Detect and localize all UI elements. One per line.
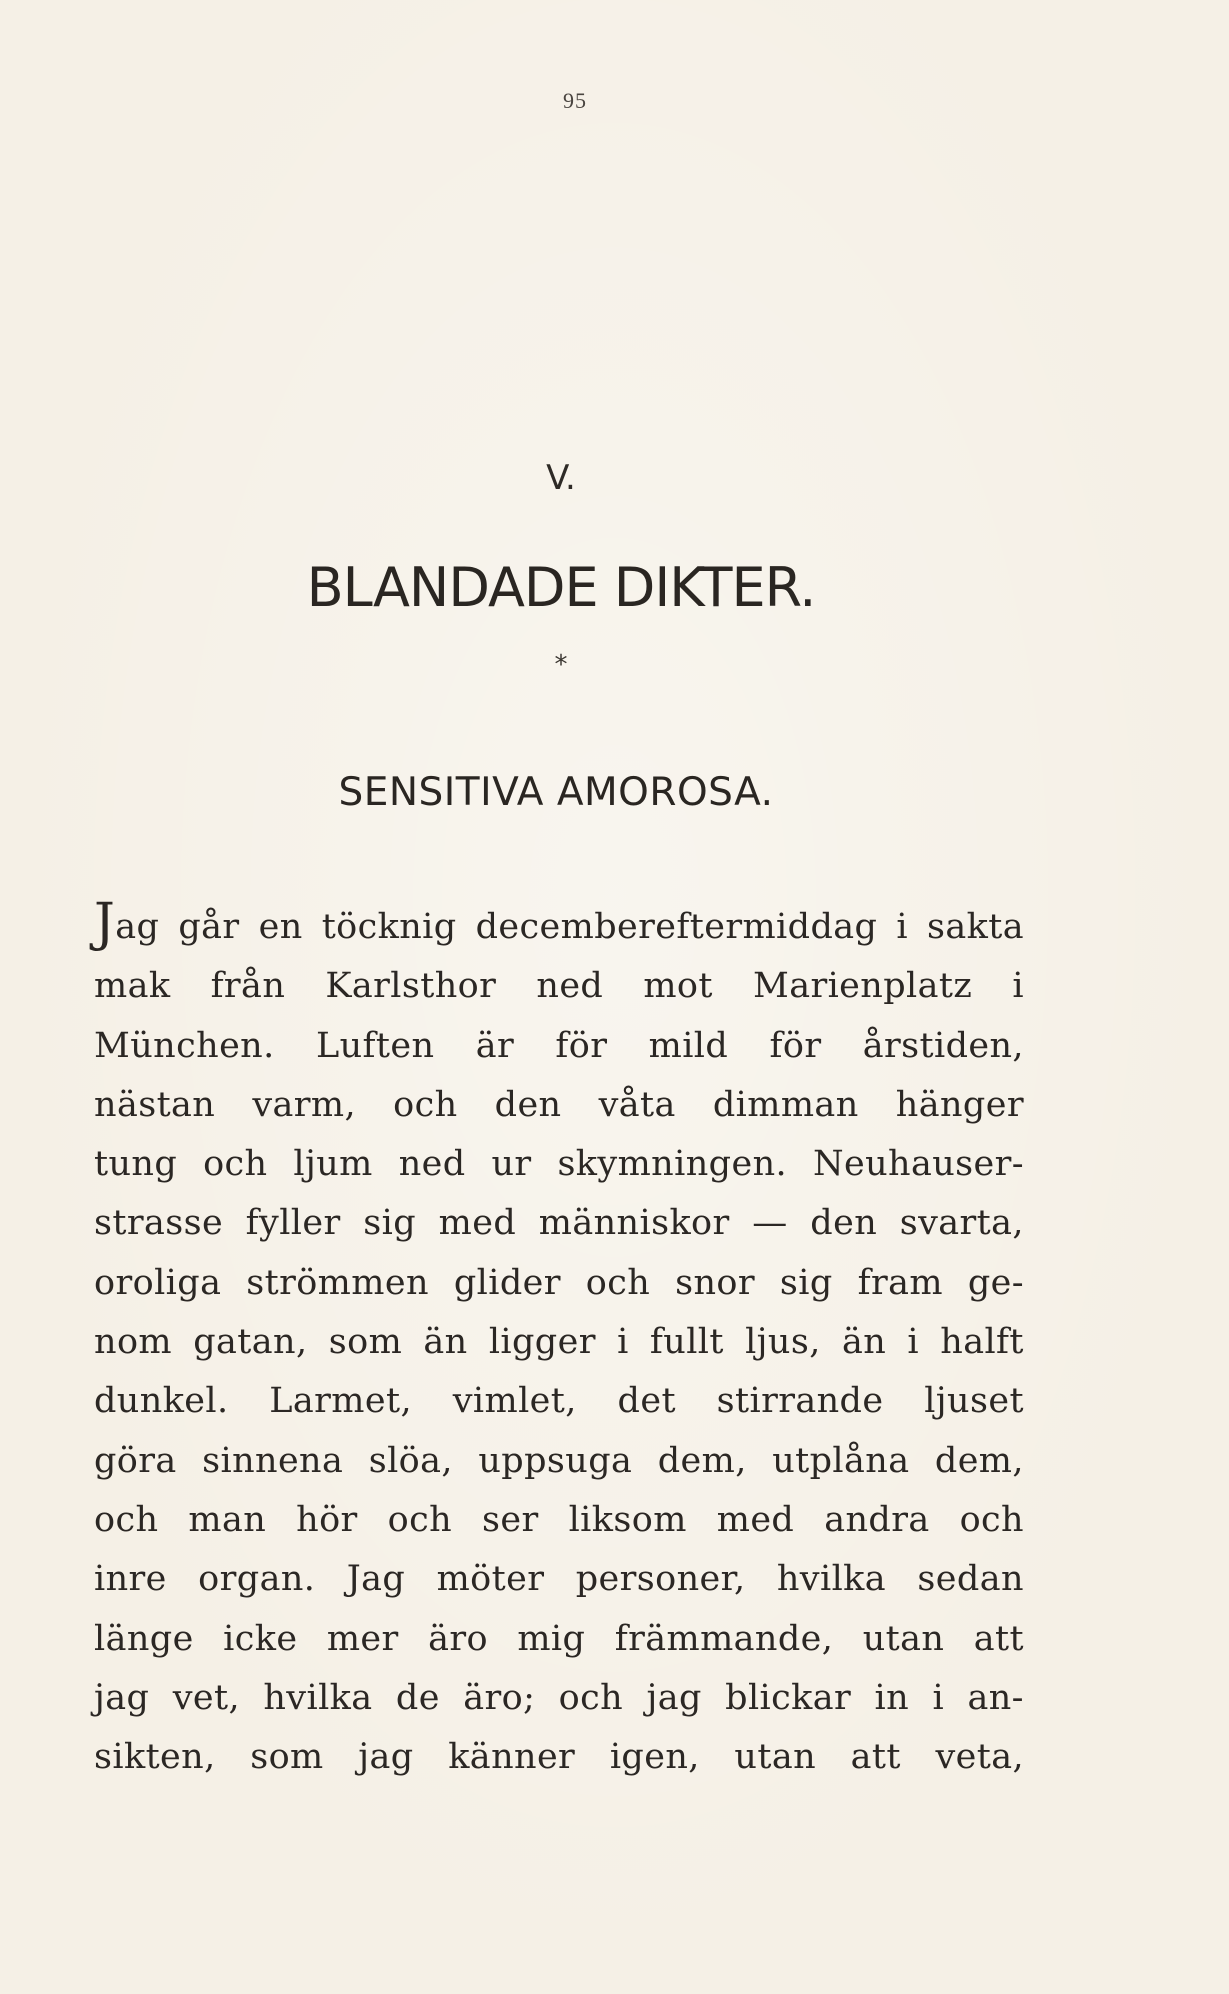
word: det: [617, 1381, 676, 1422]
word: ljus,: [745, 1322, 821, 1363]
word: i: [932, 1677, 945, 1718]
word: i: [617, 1322, 629, 1363]
initial-letter: J: [94, 893, 116, 953]
word: utan: [862, 1618, 945, 1659]
word: mot: [643, 966, 713, 1007]
text-line: [94, 1728, 1024, 1787]
word: —: [752, 1203, 788, 1244]
word: Marienplatz: [752, 966, 973, 1007]
word: ser: [482, 1499, 539, 1540]
word: och: [393, 1084, 458, 1125]
word: skymningen.: [557, 1144, 788, 1185]
word: mak: [94, 966, 171, 1007]
word: hänger: [895, 1084, 1024, 1125]
word: mig: [517, 1618, 586, 1659]
word: årstiden,: [862, 1025, 1024, 1066]
word: och: [203, 1144, 268, 1185]
word: Luften: [315, 1025, 435, 1066]
word: sikten,: [94, 1737, 216, 1778]
word: i: [1012, 966, 1024, 1007]
word: och: [959, 1499, 1024, 1540]
word: jag: [646, 1677, 702, 1718]
word: jag: [358, 1737, 414, 1778]
word: i: [896, 907, 908, 947]
word: än: [841, 1322, 887, 1363]
word: ned: [398, 1144, 466, 1185]
word: Karlsthor: [325, 966, 497, 1007]
word: fram: [857, 1262, 943, 1303]
word: slöa,: [368, 1440, 453, 1481]
word: nästan: [94, 1084, 216, 1125]
text-line: [94, 1135, 1024, 1194]
word: den: [494, 1084, 562, 1125]
word: ned: [536, 966, 604, 1007]
word: man: [188, 1499, 267, 1540]
word: ligger: [488, 1322, 596, 1363]
text-line: [94, 957, 1024, 1016]
word: liksom: [568, 1499, 687, 1540]
word: icke: [223, 1618, 298, 1659]
word: än: [423, 1322, 468, 1363]
word: fyller: [245, 1203, 341, 1244]
word: strömmen: [246, 1262, 429, 1303]
word: töcknig: [321, 907, 457, 947]
word: gatan,: [193, 1322, 308, 1363]
word: sakta: [927, 907, 1024, 947]
word: veta,: [935, 1737, 1024, 1778]
word: organ.: [198, 1559, 316, 1600]
text-line: [94, 1491, 1024, 1550]
word: tung: [94, 1144, 178, 1185]
word: hör: [296, 1499, 358, 1540]
word: stirrande: [716, 1381, 884, 1422]
word: vimlet,: [452, 1381, 577, 1422]
word: vet,: [172, 1677, 240, 1718]
word: utan: [734, 1737, 817, 1778]
asterisk-ornament: *: [554, 650, 568, 680]
word: uppsuga: [478, 1440, 633, 1481]
word: ag: [115, 907, 160, 947]
word: Jag: [346, 1559, 406, 1600]
first-word: [94, 893, 160, 957]
word: göra: [94, 1440, 177, 1481]
word: ur: [491, 1144, 532, 1185]
word: svarta,: [899, 1203, 1024, 1244]
word: Larmet,: [269, 1381, 412, 1422]
word: dem,: [934, 1440, 1024, 1481]
word: som: [328, 1322, 403, 1363]
word: utplåna: [772, 1440, 910, 1481]
word: mild: [648, 1025, 729, 1066]
word: att: [973, 1618, 1024, 1659]
word: strasse: [94, 1203, 224, 1244]
word: blickar: [725, 1677, 852, 1718]
text-line: [94, 893, 1024, 957]
word: känner: [448, 1737, 576, 1778]
word: ljuset: [924, 1381, 1024, 1422]
word: en: [258, 907, 303, 947]
word: decembereftermiddag: [475, 907, 878, 947]
word: att: [850, 1737, 901, 1778]
word: glider: [453, 1262, 561, 1303]
section-number: V.: [546, 458, 576, 498]
word: dunkel.: [94, 1381, 229, 1422]
word: möter: [436, 1559, 545, 1600]
word: går: [178, 907, 240, 947]
text-line: [94, 1194, 1024, 1253]
word: med: [716, 1499, 795, 1540]
word: mer: [326, 1618, 399, 1659]
word: sinnena: [202, 1440, 344, 1481]
word: sedan: [917, 1559, 1024, 1600]
text-line: [94, 1313, 1024, 1372]
word: är: [475, 1025, 515, 1066]
text-line: [94, 1550, 1024, 1609]
word: Neuhauser-: [812, 1144, 1024, 1185]
word: dimman: [712, 1084, 859, 1125]
word: för: [555, 1025, 608, 1066]
word: dem,: [657, 1440, 747, 1481]
word: igen,: [609, 1737, 700, 1778]
word: de: [395, 1677, 440, 1718]
word: nom: [94, 1322, 173, 1363]
word: sig: [363, 1203, 417, 1244]
text-line: [94, 1372, 1024, 1431]
word: den: [810, 1203, 878, 1244]
word: ge-: [967, 1262, 1024, 1303]
word: och: [558, 1677, 624, 1718]
text-line: [94, 1669, 1024, 1728]
word: äro: [428, 1618, 488, 1659]
body-text: [94, 893, 1024, 1787]
text-line: [94, 1254, 1024, 1313]
word: och: [387, 1499, 453, 1540]
word: för: [769, 1025, 822, 1066]
text-line: [94, 1076, 1024, 1135]
section-title: BLANDADE DIKTER.: [306, 556, 816, 619]
page-number: 95: [563, 88, 587, 113]
word: våta: [598, 1084, 676, 1125]
word: och: [94, 1499, 159, 1540]
word: som: [250, 1737, 324, 1778]
word: äro;: [463, 1677, 536, 1718]
word: främmande,: [614, 1618, 834, 1659]
word: in: [874, 1677, 910, 1718]
text-line: [94, 1610, 1024, 1669]
word: från: [210, 966, 286, 1007]
word: München.: [94, 1025, 275, 1066]
poem-title: SENSITIVA AMOROSA.: [338, 770, 774, 815]
word: personer,: [575, 1559, 746, 1600]
word: i: [907, 1322, 920, 1363]
word: med: [438, 1203, 517, 1244]
word: människor: [538, 1203, 730, 1244]
word: hvilka: [263, 1677, 373, 1718]
word: hvilka: [776, 1559, 887, 1600]
word: andra: [824, 1499, 930, 1540]
text-line: [94, 1432, 1024, 1491]
word: ljum: [293, 1144, 373, 1185]
word: fullt: [649, 1322, 724, 1363]
text-line: [94, 1017, 1024, 1076]
word: an-: [967, 1677, 1024, 1718]
word: länge: [94, 1618, 194, 1659]
word: sig: [779, 1262, 833, 1303]
word: halft: [940, 1322, 1024, 1363]
word: inre: [94, 1559, 167, 1600]
word: jag: [94, 1677, 150, 1718]
word: snor: [675, 1262, 756, 1303]
word: och: [585, 1262, 651, 1303]
word: varm,: [252, 1084, 357, 1125]
word: oroliga: [94, 1262, 222, 1303]
